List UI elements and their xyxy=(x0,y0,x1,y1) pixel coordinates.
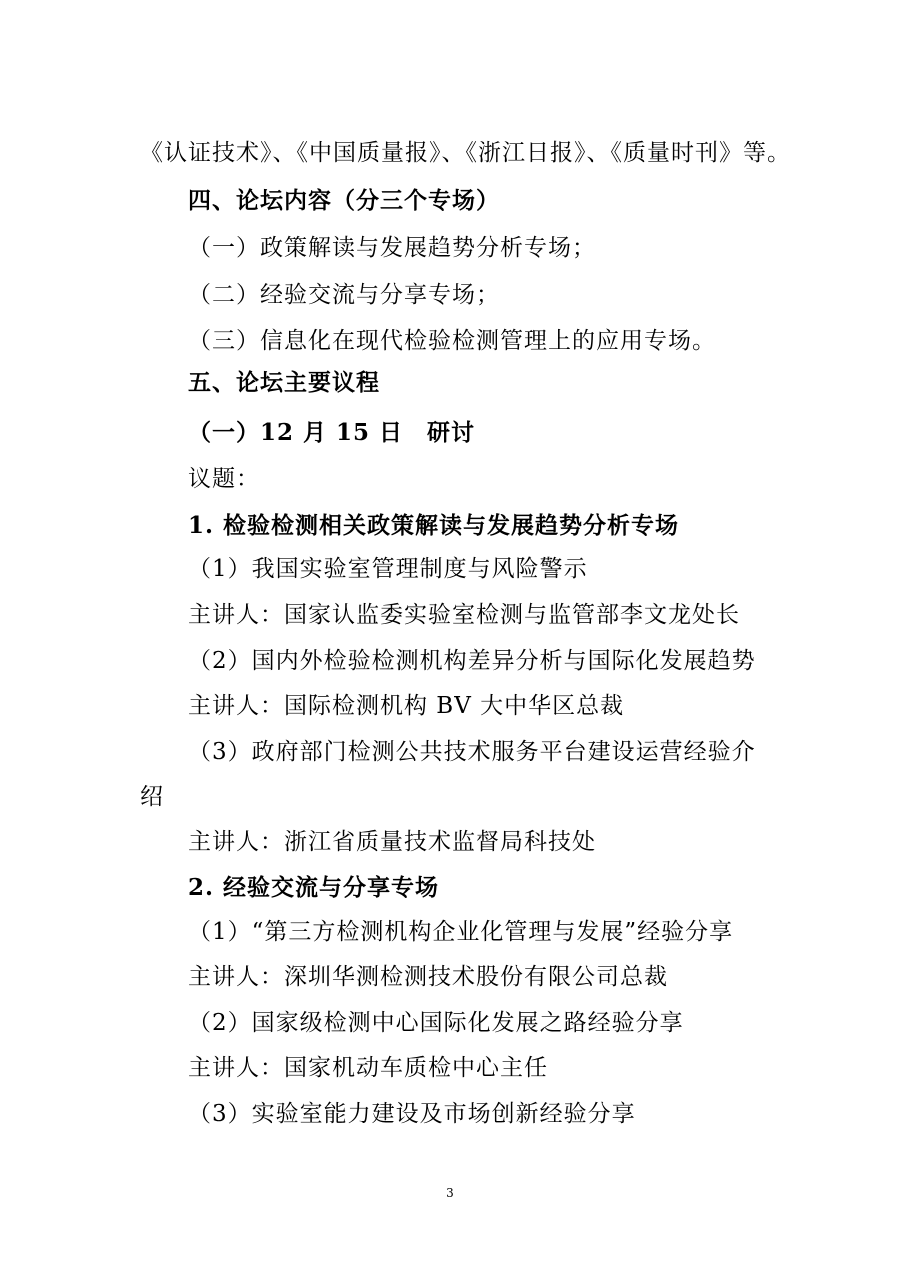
publication-list-line: 《认证技术》、《中国质量报》、《浙江日报》、《质量时刊》等。 xyxy=(140,140,791,166)
talk-1-2-title: （2）国内外检验检测机构差异分析与国际化发展趋势 xyxy=(188,648,756,674)
talk-2-2-speaker: 主讲人：国家机动车质检中心主任 xyxy=(188,1055,548,1081)
talk-1-3-title-continued: 绍 xyxy=(140,784,164,810)
topic-one-heading: 1. 检验检测相关政策解读与发展趋势分析专场 xyxy=(188,512,680,539)
talk-2-1-speaker: 主讲人：深圳华测检测技术股份有限公司总裁 xyxy=(188,964,668,990)
date-heading: （一）12 月 15 日 研讨 xyxy=(188,419,476,446)
section-four-heading: 四、论坛内容（分三个专场） xyxy=(188,187,500,214)
talk-1-1-speaker: 主讲人：国家认监委实验室检测与监管部李文龙处长 xyxy=(188,602,740,628)
talk-1-1-title: （1）我国实验室管理制度与风险警示 xyxy=(188,556,588,582)
page-number: 3 xyxy=(446,1186,454,1200)
agenda-label: 议题： xyxy=(188,466,260,492)
talk-1-3-title: （3）政府部门检测公共技术服务平台建设运营经验介 xyxy=(188,739,756,765)
talk-2-3-title: （3）实验室能力建设及市场创新经验分享 xyxy=(188,1101,636,1127)
section-five-heading: 五、论坛主要议程 xyxy=(188,369,380,396)
talk-1-2-speaker: 主讲人：国际检测机构 BV 大中华区总裁 xyxy=(188,693,625,719)
session-item-three: （三）信息化在现代检验检测管理上的应用专场。 xyxy=(188,328,716,354)
talk-2-1-title: （1）“第三方检测机构企业化管理与发展”经验分享 xyxy=(188,919,734,945)
session-item-two: （二）经验交流与分享专场； xyxy=(188,282,500,308)
talk-1-3-speaker: 主讲人：浙江省质量技术监督局科技处 xyxy=(188,829,596,855)
topic-two-heading: 2. 经验交流与分享专场 xyxy=(188,874,440,901)
session-item-one: （一）政策解读与发展趋势分析专场； xyxy=(188,235,596,261)
talk-2-2-title: （2）国家级检测中心国际化发展之路经验分享 xyxy=(188,1010,684,1036)
